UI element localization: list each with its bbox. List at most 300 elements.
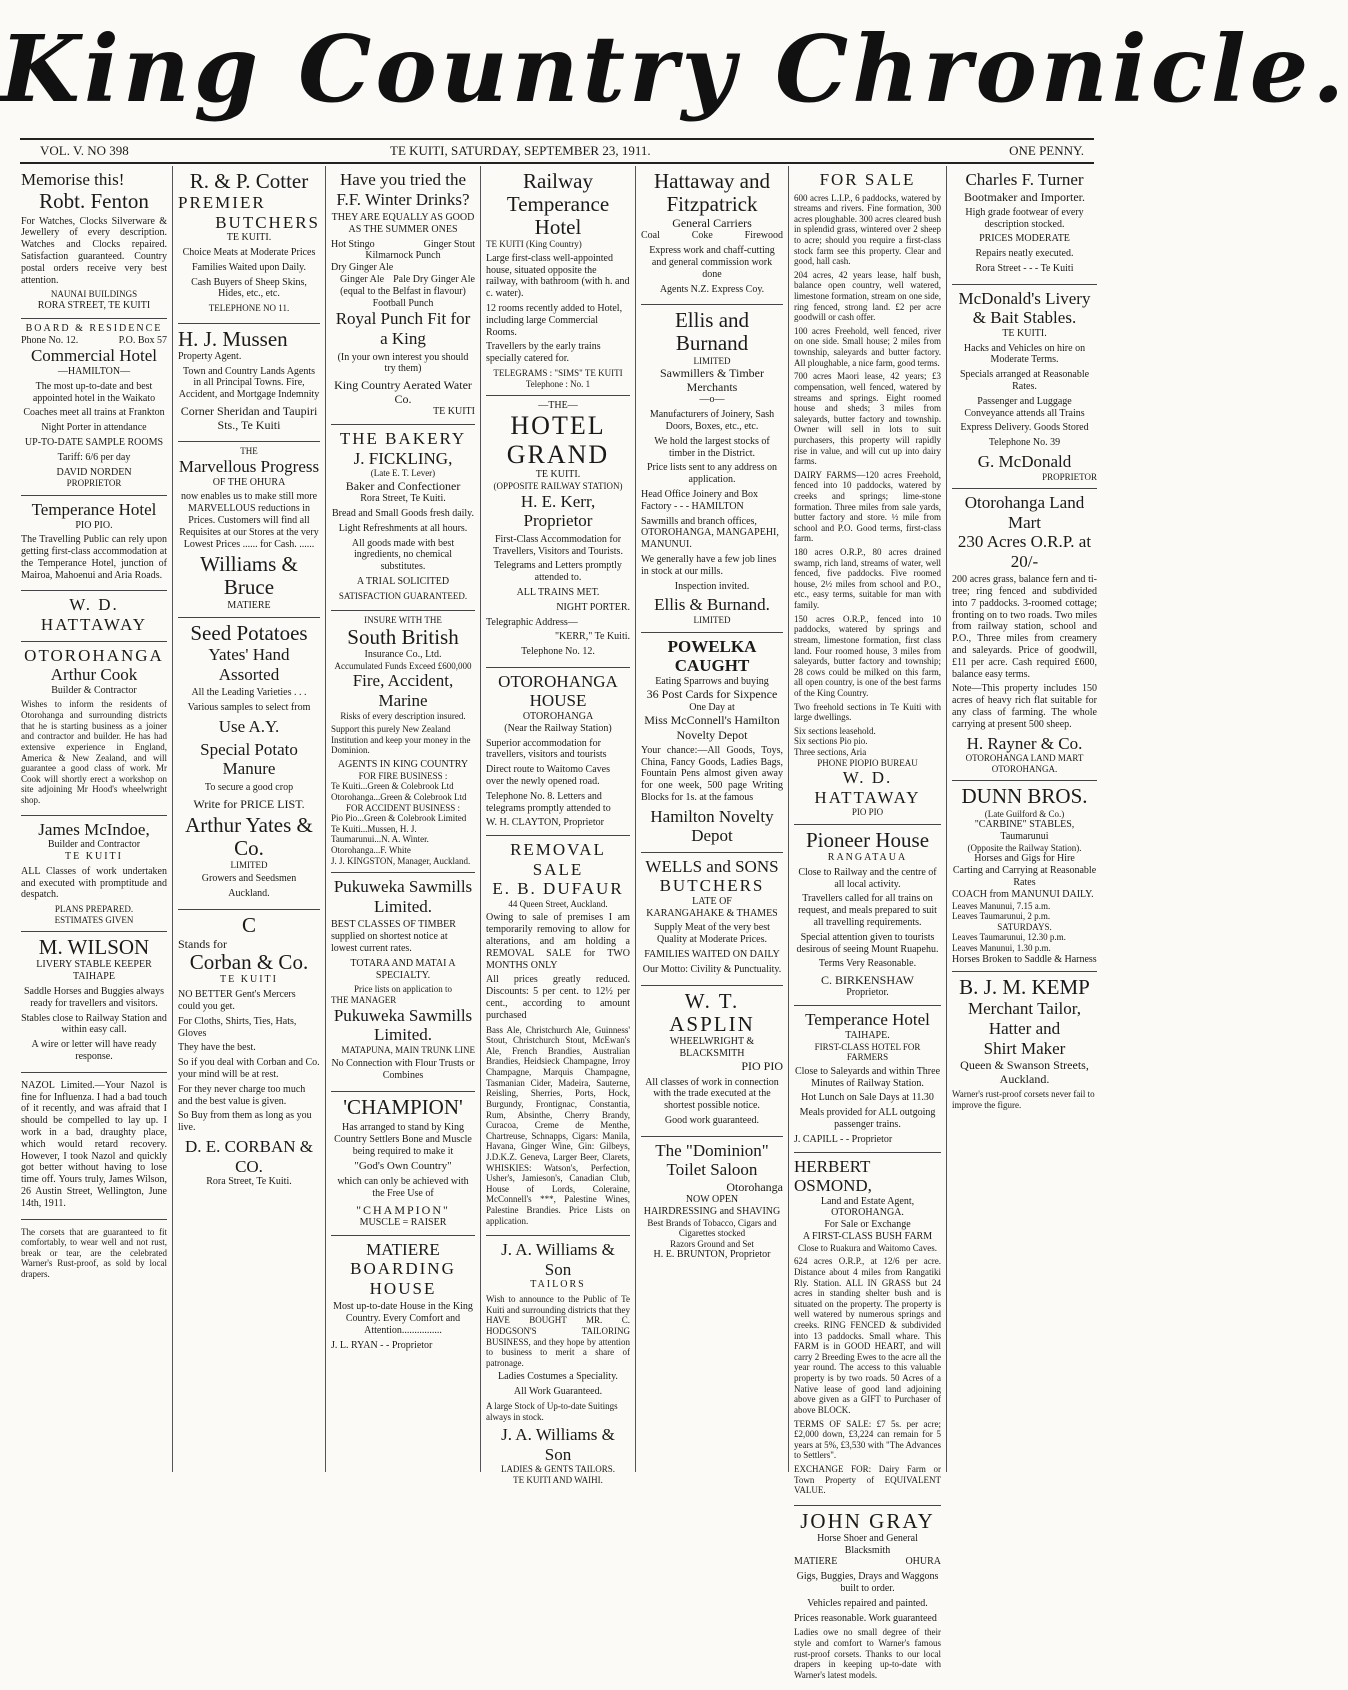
ad-fenton [21, 166, 167, 319]
ad-name: J. FICKLING, [353, 448, 453, 468]
ad-place: MATIERE [366, 1239, 440, 1259]
ad-body: 700 acres Maori lease, 42 years; £3 compensation, well fenced, watered by streams and springs. Eight roomed house and sheds; 3 miles from saleyards, butter factory and township. Owner will sell in lots to suit purchasers, this property will rapidly rise in value, and will cut up into dairy farms. [794, 371, 941, 467]
ad-body: 150 acres O.R.P., fenced into 10 paddocks, watered by springs and stream, limestone formation, first class land. Four roomed house, 3 miles from saleyards, butter factory and township; 28 cows could be milked on this farm, all open country, is one of the best farms of the King Country. [794, 613, 941, 698]
ad-body: which can only be achieved with the Free Use of [337, 1176, 469, 1200]
ad-place: PIO PIO [741, 1059, 783, 1074]
ad-trade: WHEELWRIGHT & BLACKSMITH [669, 1035, 755, 1059]
ad-heading: Have you tried the F.F. Winter Drinks? [336, 170, 470, 209]
ad-body: Travellers by the early trains specially catered for. [486, 341, 601, 365]
ad-body: The Travelling Public can rely upon getting first-class accommodation at the Temperance Hotel, junction of Mairoa, Mahoenui and Aria Roads. [21, 534, 167, 581]
ad-body: (Late Guilford & Co.) [984, 808, 1065, 819]
ad-body: NIGHT PORTER. [556, 601, 630, 613]
ad-body: They have the best. [178, 1042, 256, 1054]
ad-body: (Near the Railway Station) [504, 722, 612, 734]
column-1 [16, 166, 173, 1472]
ad-place: PIO PIO [851, 807, 884, 818]
ad-body: Sawmills and branch offices, OTOROHANGA, MANGAPEHI, MANUNUI. [641, 515, 779, 551]
ad-trade: Property Agent. [178, 350, 242, 362]
ad-place: MATIERE [794, 1556, 838, 1568]
ad-name: Hattaway and Fitzpatrick [653, 169, 771, 217]
ad-name: Otorohanga Land Mart [964, 493, 1085, 532]
ad-ltd: LIMITED [693, 355, 731, 366]
ad-body: Ladies owe no small degree of their style and comfort to Warner's famous rust-proof corsets. Thanks to our local drapers in keeping up-to-date with Warner's latest models. [794, 1627, 941, 1680]
ad-mcdonald-stables [952, 285, 1097, 489]
ad-body: (Opposite the Railway Station). [967, 842, 1082, 853]
ad-name: HOTEL GRAND [506, 411, 610, 469]
ad-body: 12 rooms recently added to Hotel, including large Commercial Rooms. [486, 303, 623, 338]
ad-body: Price lists on application to [354, 984, 452, 995]
ad-body: Best Brands of Tobacco, Cigars and Cigarettes stocked [647, 1217, 777, 1239]
place-date: TE KUITI, SATURDAY, SEPTEMBER 23, 1911. [390, 143, 651, 158]
ad-place: RANGATAUA [827, 852, 908, 864]
ad-wells-sons [641, 853, 783, 986]
ad-body: Stands for [178, 937, 227, 952]
ad-body: TERMS OF SALE: £7 5s. per acre; £2,000 down, £3,224 can remain for 5 years at 5%, £3,530 with "The Advances to Settlers". [794, 1418, 941, 1461]
ad-body: KARANGAHAKE & THAMES [646, 907, 778, 919]
ad-body: Close to Saleyards and within Three Minutes of Railway Station. [794, 1065, 941, 1089]
ad-place: TE KUITI [433, 406, 475, 418]
ad-place: OTOROHANGA. [831, 1207, 904, 1219]
ad-body: UP-TO-DATE SAMPLE ROOMS [24, 436, 164, 448]
ad-body: 600 acres L.I.P., 6 paddocks, watered by streams and rivers. Fine formation, 300 acres ploughable. 300 acres cleared bush in splendid grass, wintered over 2 sheep to acre; should you require a first-class stock farm see this property. Clear and good, hall cash. [794, 192, 941, 267]
ad-heading: REMOVAL SALE [510, 840, 606, 879]
ad-body: So Buy from them as long as you live. [178, 1110, 312, 1134]
ad-land-mart [952, 489, 1097, 781]
ad-trade: Hatter and [988, 1019, 1061, 1038]
ad-proprietor-title: PROPRIETOR [66, 478, 122, 489]
ad-body: FOR FIRE BUSINESS : [358, 770, 448, 781]
ad-place: TE KUITI (King Country) [486, 239, 582, 250]
ad-place: TAIHAPE. [845, 1029, 890, 1041]
ad-body: Six sections leasehold. [794, 725, 876, 736]
ad-body: First-Class Accommodation for Travellers, Visitors and Tourists. [493, 533, 623, 557]
ad-body: NO BETTER Gent's Mercers could you get. [178, 989, 296, 1012]
ad-body: For Watches, Clocks Silverware & Jewellery of every description. Watches and Clocks repaired. Satisfaction guaranteed. Country postal orders receive very best attention. [21, 215, 167, 286]
ad-body: Various samples to select from [187, 702, 311, 714]
ad-body: Telegrams and Letters promptly attended to. [494, 560, 622, 584]
ad-body: Special attention given to tourists desirous of seeing Mount Ruapehu. [796, 931, 939, 955]
ad-body: Saddle Horses and Buggies always ready for travellers and visitors. [24, 986, 164, 1009]
ad-body: "KERR," Te Kuiti. [554, 631, 630, 643]
ad-item: Ginger Stout [423, 238, 475, 250]
ad-telegrams: TELEGRAMS : "SIMS" TE KUITI [493, 368, 623, 379]
ad-body: Our Motto: Civility & Punctuality. [642, 963, 782, 975]
ad-name: Ellis & Burnand. [654, 595, 770, 615]
ad-body: now enables us to make still more MARVELLOUS reductions in Prices. Customers will find all Requisites at our Stores at the very Lowest Prices ...... for Cash. ...... [179, 491, 319, 550]
ad-dominion-saloon [641, 1137, 783, 1267]
column-2 [173, 166, 326, 1472]
ad-agent: Otorohanga...F. White [331, 845, 411, 856]
ad-body: Use A.Y. [218, 717, 280, 737]
ad-place: TE KUITI [65, 850, 123, 862]
ad-address: RORA STREET, TE KUITI [37, 300, 151, 312]
ad-body: 624 acres O.R.P., at 12/6 per acre. Distance about 4 miles from Rangatiki Rly. Station. ALL IN GRASS but 24 acres in standing shelter bush and is situated on the property. The property is well watered by numerous springs and creeks. RING FENCED & subdivided into 13 paddocks. Small whare. This FARM is in GOOD HEART, and will carry 2 Breeding Ewes to the acre all the year round. The access to this valuable property is by two roads. 50 Acres of a Native lease of good land adjoining above given as a GIFT to Purchaser of above BLOCK. [794, 1256, 941, 1415]
masthead [0, 0, 1348, 138]
ad-body: Telephone No. 39 [988, 437, 1061, 449]
ad-body: Light Refreshments at all hours. [338, 522, 468, 534]
ad-trade: Bootmaker and Importer. [964, 189, 1085, 204]
ad-corban [178, 910, 320, 1194]
ad-name: Pioneer House [805, 827, 930, 852]
column-4 [481, 166, 636, 1485]
ad-item: Coal [641, 230, 660, 242]
ad-powelka [641, 633, 783, 853]
ad-body: Gigs, Buggies, Drays and Waggons built to order. [796, 1571, 939, 1595]
ad-address: Queen & Swanson Streets, Auckland. [960, 1058, 1089, 1087]
ad-place: MATIERE [227, 599, 271, 611]
ad-heading: Royal Punch Fit for a King [335, 309, 471, 349]
ad-body: Coaches meet all trains at Frankton [23, 407, 165, 419]
ad-body: Write for PRICE LIST. [193, 796, 305, 811]
ad-otorohanga-house [486, 668, 630, 836]
ad-body: FIRST-CLASS HOTEL FOR FARMERS [814, 1041, 921, 1063]
ad-heading: For Sale or Exchange [824, 1219, 911, 1231]
ad-dunn-bros [952, 781, 1097, 972]
ad-address: Rora Street - - - Te Kuiti [975, 262, 1074, 274]
ad-body: MUSCLE = RAISER [359, 1217, 447, 1229]
ad-body: Meals provided for ALL outgoing passenger trains. [799, 1107, 936, 1130]
ad-body: Most up-to-date House in the King Country. Every Comfort and Attention................ [333, 1301, 473, 1337]
ad-name: The "Dominion" Toilet Saloon [655, 1140, 769, 1180]
ad-place: OTOROHANGA [24, 645, 164, 665]
ad-body: Has arranged to stand by King Country Settlers Bone and Muscle being required to make it [334, 1121, 472, 1157]
ad-body: Hacks and Vehicles on hire on Moderate Terms. [963, 342, 1086, 366]
ad-body: Good work guaranteed. [664, 1114, 760, 1126]
ad-trade: Shirt Maker [983, 1038, 1066, 1058]
ad-place: —HAMILTON— [57, 365, 131, 377]
ad-name: J. A. Williams & Son [501, 1240, 615, 1279]
ad-name: OTOROHANGA HOUSE [498, 671, 618, 711]
ad-body: Horses and Gigs for Hire [974, 853, 1075, 865]
ad-body: FOR ACCIDENT BUSINESS : [345, 802, 461, 813]
ad-name: McDonald's Livery & Bait Stables. [958, 288, 1091, 328]
ad-body: HAIRDRESSING and SHAVING [643, 1205, 781, 1217]
ad-body: DAIRY FARMS—120 acres Freehold, fenced into 10 paddocks, watered by creeks and springs; lime-stone formation. Three miles from sale yards, butter factory and store. ½ mile from school and P.O. Good terms, first-class farm. [794, 469, 941, 544]
ad-mcindoe [21, 816, 167, 933]
ad-name: King Country Aerated Water Co. [334, 378, 472, 407]
ad-body: Superior accommodation for travellers, visitors and tourists [486, 737, 607, 761]
ad-body: (OPPOSITE RAILWAY STATION) [493, 481, 623, 492]
ad-body: Your chance:—All Goods, Toys, China, Fancy Goods, Ladies Bags, Fountain Pens almost given away for one week, 500 page Writing Blocks for 1s. at the famous [641, 744, 783, 803]
ad-body: NAZOL Limited.—Your Nazol is fine for Influenza. I had a bad touch of it recently, and was afraid that I should be compelled to lay up. I work in a bad, draughty place, which would retard recovery. However, I took Nazol and quickly got better without having to lose time off. Yours truly, James Wilson, 26 Austin Street, Wellington, June 14th, 1911. [21, 1079, 167, 1209]
ad-body: Repairs neatly executed. [975, 248, 1074, 260]
ad-name: 'CHAMPION' [343, 1094, 463, 1119]
ad-body: A TRIAL SOLICITED [356, 575, 450, 587]
ad-item: Coke [691, 230, 713, 242]
ad-proprietor: DAVID NORDEN [56, 466, 132, 478]
ad-body: Telegraphic Address— [486, 616, 578, 628]
ad-name: Arthur Yates & Co. [185, 812, 313, 860]
ad-place: TE KUITI. [535, 469, 581, 481]
ad-temperance-pio [21, 496, 167, 592]
ad-trade: BUTCHERS [659, 876, 765, 896]
ad-arthur-cook [21, 642, 167, 816]
ad-address: Corner Sheridan and Taupiri Sts., Te Kuiti [180, 404, 318, 433]
ad-heading: 230 Acres O.R.P. at 20/- [957, 532, 1092, 571]
ad-body: SATISFACTION GUARANTEED. [338, 590, 468, 601]
ad-item: Dry Ginger Ale [331, 262, 394, 274]
ad-place: TAIHAPE [73, 971, 115, 983]
ad-name: Corban & Co. [189, 950, 309, 975]
ad-item: Ginger Ale (equal to the Belfast in flavour) [339, 274, 466, 297]
ad-body: All goods made with best ingredients, no chemical substitutes. [351, 537, 455, 573]
ad-proprietor: J. L. RYAN - - Proprietor [331, 1339, 433, 1351]
ad-proprietor: H. E. Kerr, Proprietor [520, 491, 596, 531]
ad-body: TELEPHONE NO 11. [208, 303, 290, 314]
ad-body: Note—This property includes 150 acres of heavy rich flat suitable for any class of farming. The whole carrying at present 500 sheep. [952, 683, 1097, 730]
ad-body: Head Office Joinery and Box Factory - - - HAMILTON [641, 489, 759, 512]
ad-heading: FOR SALE [819, 170, 916, 189]
ad-name: Robt. Fenton [39, 188, 149, 213]
ad-name: Ellis and Burnand [674, 308, 750, 356]
columns [16, 166, 1102, 1680]
ad-body: LADIES & GENTS TAILORS. [500, 1464, 616, 1475]
ad-address: Rora Street, Te Kuiti. [206, 1176, 292, 1188]
column-7 [947, 166, 1102, 1472]
ad-osmond [794, 1153, 941, 1506]
ad-hotel-grand [486, 396, 630, 668]
ad-proprietor: W. H. CLAYTON, Proprietor [486, 817, 604, 829]
ad-turner [952, 166, 1097, 285]
ad-body: Travellers called for all trains on request, and meals prepared to suit all travelling requirements. [798, 893, 937, 929]
ad-name: B. J. M. KEMP [959, 975, 1090, 1000]
ad-agent: Te Kuiti...Mussen, H. J. [331, 823, 417, 834]
ad-proprietor: H. E. BRUNTON, Proprietor [653, 1249, 771, 1261]
ad-name: W. D. HATTAWAY [40, 595, 148, 635]
ad-body: Wish to announce to the Public of Te Kuiti and surrounding districts that they HAVE BOUGHT MR. C. HODGSON'S TAILORING BUSINESS, and they hope by attention to business to merit a share of patronage. [486, 1294, 630, 1368]
ad-name: Williams & Bruce [200, 552, 298, 600]
ad-body: Miss McConnell's Hamilton Novelty Depot [644, 713, 780, 742]
ad-body: 180 acres O.R.P., 80 acres drained swamp, rich land, streams of water, well fenced, five paddocks. Five roomed house, 2½ miles from school and P.O., etc., easy terms, suitable for man with family. [794, 547, 941, 611]
ad-body: Carting and Carrying at Reasonable Rates [952, 865, 1097, 888]
ad-dufaur [486, 836, 630, 1236]
ad-timetable: Leaves Manunui, 1.30 p.m. [952, 942, 1051, 953]
ad-name: South British [347, 624, 459, 649]
ad-trade: Builder and Contractor [47, 839, 141, 851]
ad-mussen [178, 324, 320, 443]
ad-timetable: Leaves Manunui, 7.15 a.m. [952, 900, 1051, 911]
ad-asplin [641, 986, 783, 1137]
ad-name: Commercial Hotel [30, 346, 158, 366]
ad-item: Firewood [744, 230, 783, 242]
ad-hattaway-fitzpatrick [641, 166, 783, 305]
ad-body: Risks of every description insured. [340, 710, 466, 721]
ad-body: Inspection invited. [674, 580, 750, 592]
ad-body: ALL TRAINS MET. [516, 586, 600, 598]
ad-name: Pukuweka Sawmills Limited. [333, 877, 473, 916]
ad-body: Choice Meats at Moderate Prices [182, 246, 316, 258]
ad-heading: THE BAKERY [339, 429, 467, 449]
ad-body: Cash Buyers of Sheep Skins, Hides, etc., etc. [191, 276, 307, 300]
ad-proprietor: H. Rayner & Co. [966, 733, 1083, 753]
ad-item: Pale Dry Ginger Ale [393, 274, 475, 286]
ad-body: FAMILIES WAITED ON DAILY [644, 949, 780, 961]
ad-matiere-boarding [331, 1236, 475, 1358]
ad-body: THE MANAGER [331, 994, 397, 1005]
ad-ellis-burnand [641, 305, 783, 632]
ad-place: OTOROHANGA [522, 711, 594, 723]
ad-body: Close to Railway and the centre of all local activity. [798, 866, 937, 890]
ad-body: Eating Sparrows and buying [655, 675, 769, 687]
dateline [20, 138, 1094, 164]
ad-heading: A FIRST-CLASS BUSH FARM [802, 1230, 933, 1242]
ad-body: Vehicles repaired and painted. [807, 1597, 928, 1609]
ad-body: Specials arranged at Reasonable Rates. [959, 369, 1090, 392]
ad-name: WELLS and SONS [645, 856, 779, 876]
ad-name: R. & P. Cotter [189, 169, 309, 193]
ad-body: Razors Ground and Set [670, 1238, 754, 1249]
ad-body: To secure a good crop [204, 781, 294, 793]
ad-timetable: Leaves Taumarunui, 2 p.m. [952, 911, 1051, 922]
ad-manager: J. J. KINGSTON, Manager, Auckland. [331, 855, 471, 866]
ad-body: Direct route to Waitomo Caves over the newly opened road. [486, 764, 610, 788]
ad-heading: BOARD & RESIDENCE [25, 322, 163, 334]
ad-body: Terms Very Reasonable. [818, 958, 917, 970]
ad-body: TOTARA AND MATAI A SPECIALTY. [350, 957, 456, 981]
ad-body: 204 acres, 42 years lease, half bush, balance open country, well watered, limestone formation, stream on one side, ring fenced, strong land. £2 per acre goodwill or cash offer. [794, 269, 941, 323]
ad-heading: Marvellous Progress [178, 456, 320, 476]
ad-body: Agents N.Z. Express Coy. [659, 283, 765, 295]
ad-body: All the Leading Varieties . . . [191, 687, 307, 699]
ad-heading: Yates' Hand Assorted [208, 645, 290, 684]
ad-item: Football Punch [372, 297, 434, 309]
ad-body: Families Waited upon Daily. [192, 261, 306, 273]
ad-williams-son [486, 1236, 630, 1491]
ad-quote: "God's Own Country" [354, 1160, 452, 1173]
ad-tariff: Tariff: 6/6 per day [57, 451, 131, 463]
ad-place: TE KUITI. [1002, 327, 1047, 339]
ad-trade: Baker and Confectioner [345, 478, 461, 493]
ad-name: Pukuweka Sawmills Limited. [333, 1005, 473, 1045]
ad-place: TE KUITI. [226, 232, 272, 244]
ad-body: (Late E. T. Lever) [370, 468, 436, 479]
ad-trade: PREMIER [178, 193, 266, 213]
ad-body: The most up-to-date and best appointed hotel in the Waikato [32, 380, 156, 404]
ad-trade: BUTCHERS [215, 212, 320, 232]
ad-name: M. WILSON [38, 935, 150, 960]
ad-body: Bread and Small Goods fresh daily. [331, 507, 475, 519]
ad-body: INSURE WITH THE [364, 615, 442, 626]
ad-agent: Pio Pio...Green & Colebrook Limited [331, 813, 467, 824]
ad-body: TE KUITI AND WAIHI. [513, 1474, 603, 1485]
ad-agent: Otorohanga...Green & Colebrook Ltd [331, 791, 467, 802]
ad-place: TE KUITI [220, 974, 278, 986]
ad-name: Arthur Cook [50, 665, 138, 685]
ad-body: ESTIMATES GIVEN [54, 914, 134, 925]
ad-railway-temperance [486, 166, 630, 396]
ad-body: BEST CLASSES OF TIMBER supplied on shortest notice at lowest current rates. [331, 919, 456, 954]
ad-body: Telephone No. 8. Letters and telegrams promptly attended to [486, 790, 611, 814]
ad-phone: Phone No. 12. [21, 334, 79, 346]
ad-name: Charles F. Turner [965, 170, 1084, 189]
ad-body: All Work Guaranteed. [513, 1386, 603, 1398]
ad-body: Town and Country Lands Agents in all Principal Towns. Fire, Accident, and Mortgage Indemnity [178, 365, 320, 401]
ad-body: Three sections, Aria [794, 747, 867, 758]
ad-place: Auckland. [228, 888, 270, 900]
ad-body: Stables close to Railway Station and within easy call. [21, 1012, 167, 1036]
ad-heading: Seed Potatoes [190, 621, 308, 646]
ad-item: Hot Stingo [331, 238, 375, 250]
ad-ltd: LIMITED [693, 614, 731, 625]
ad-address: Rora Street, Te Kuiti. [360, 493, 446, 505]
ad-ltd: LIMITED [230, 859, 268, 870]
ad-body: No Connection with Flour Trusts or Combines [331, 1058, 475, 1082]
ad-body: Price lists sent to any address on application. [647, 462, 777, 486]
ad-trade: Builder & Contractor [51, 684, 137, 696]
ad-name: DUNN BROS. [961, 784, 1088, 809]
ad-agent: Taumarunui...N. A. Winter. [331, 834, 429, 845]
ad-body: OTOROHANGA LAND MART [965, 753, 1084, 764]
ad-trade: Merchant Tailor, [968, 999, 1081, 1019]
ad-body: OF THE OHURA [212, 476, 286, 488]
ad-pukuweka [331, 873, 475, 1092]
ad-body: NOW OPEN [685, 1194, 739, 1206]
newspaper-title: King Country Chronicle. [0, 15, 1348, 123]
ad-temperance-taihape [794, 1006, 941, 1152]
ad-body: PRICES MODERATE [979, 233, 1070, 245]
price: ONE PENNY. [1009, 143, 1084, 158]
ad-trade: Horse Shoer and General Blacksmith [817, 1532, 918, 1556]
ad-address: 44 Queen Street, Auckland. [508, 898, 608, 909]
ad-body: Prices reasonable. Work guaranteed [794, 1612, 937, 1624]
ad-trade: LIVERY STABLE KEEPER [36, 959, 152, 971]
ad-heading: Memorise this! [21, 170, 125, 189]
ad-pioneer-house [794, 825, 941, 1006]
ad-body: We generally have a few job lines in stock at our mills. [641, 554, 777, 577]
ad-body: All prices greatly reduced. Discounts: 5 per cent. to 12½ per cent., according to amount purchased [486, 974, 630, 1021]
ad-place: MATAPUNA, MAIN TRUNK LINE [341, 1044, 475, 1055]
ad-body: A wire or letter will have ready response. [31, 1039, 157, 1062]
ad-box: P.O. Box 57 [118, 334, 167, 346]
ad-body: Express work and chaff-cutting and general commission work done [649, 245, 775, 280]
ad-heading: Special Potato Manure [200, 739, 298, 779]
ad-name: "CHAMPION" [356, 1202, 450, 1217]
ad-trade: General Carriers [672, 216, 752, 231]
ad-item: Kilmarnock Punch [365, 250, 441, 262]
ad-kemp [952, 972, 1097, 1119]
ad-body: Large first-class well-appointed house, situated opposite the railway, with bathroom (with h. and c. water). [486, 252, 630, 300]
ad-proprietor: C. BIRKENSHAW [820, 973, 915, 988]
ad-body: Hot Lunch on Sale Days at 11.30 [801, 1092, 934, 1104]
ad-name: Temperance Hotel [805, 1010, 930, 1030]
ad-body: High grade footwear of every description stocked. [965, 206, 1084, 230]
ad-place: PIO PIO. [75, 519, 113, 531]
ad-commercial-hotel [21, 319, 167, 496]
ad-name: Temperance Hotel [31, 499, 157, 519]
ad-name: HERBERT OSMOND, [794, 1156, 872, 1196]
ad-body: AGENTS IN KING COUNTRY [337, 758, 469, 770]
ad-body: All classes of work in connection with the trade executed at the shortest possible notice. [645, 1076, 779, 1112]
ad-name: D. E. CORBAN & CO. [185, 1136, 313, 1176]
ad-cotter [178, 166, 320, 324]
ad-body: Telephone No. 12. [521, 646, 595, 658]
ad-body: Horses Broken to Saddle & Harness [952, 953, 1097, 965]
ad-place: Otorohanga [726, 1179, 783, 1194]
ad-heading: Fire, Accident, Marine [352, 671, 454, 710]
ad-body: 36 Post Cards for Sixpence [646, 687, 778, 702]
ad-body: COACH from MANUNUI DAILY. [952, 888, 1094, 900]
ad-body: Insurance Co., Ltd. [364, 649, 442, 661]
ad-name: BOARDING HOUSE [350, 1259, 456, 1298]
ad-timetable: Leaves Taumarunui, 12.30 p.m. [952, 932, 1066, 943]
ad-telephone: Telephone : No. 1 [525, 378, 591, 389]
ad-name: Railway Temperance Hotel [506, 169, 610, 240]
ad-trade: TAILORS [530, 1279, 586, 1291]
ad-body: Wishes to inform the residents of Otorohanga and surrounding districts that he is starting business as a joiner and contractor and builder. He has had extensive experience in England, America & New Zealand, and will guarantee a good class of work. Mr Cook will shortly erect a workshop on site adjoining Mr Hood's wheelwright shop. [21, 699, 167, 805]
ad-body: EXCHANGE FOR: Dairy Farm or Town Property of EQUIVALENT VALUE. [794, 1463, 941, 1496]
ad-agent: Te Kuiti...Green & Colebrook Ltd [331, 781, 454, 792]
ad-body: PLANS PREPARED. [54, 904, 134, 915]
